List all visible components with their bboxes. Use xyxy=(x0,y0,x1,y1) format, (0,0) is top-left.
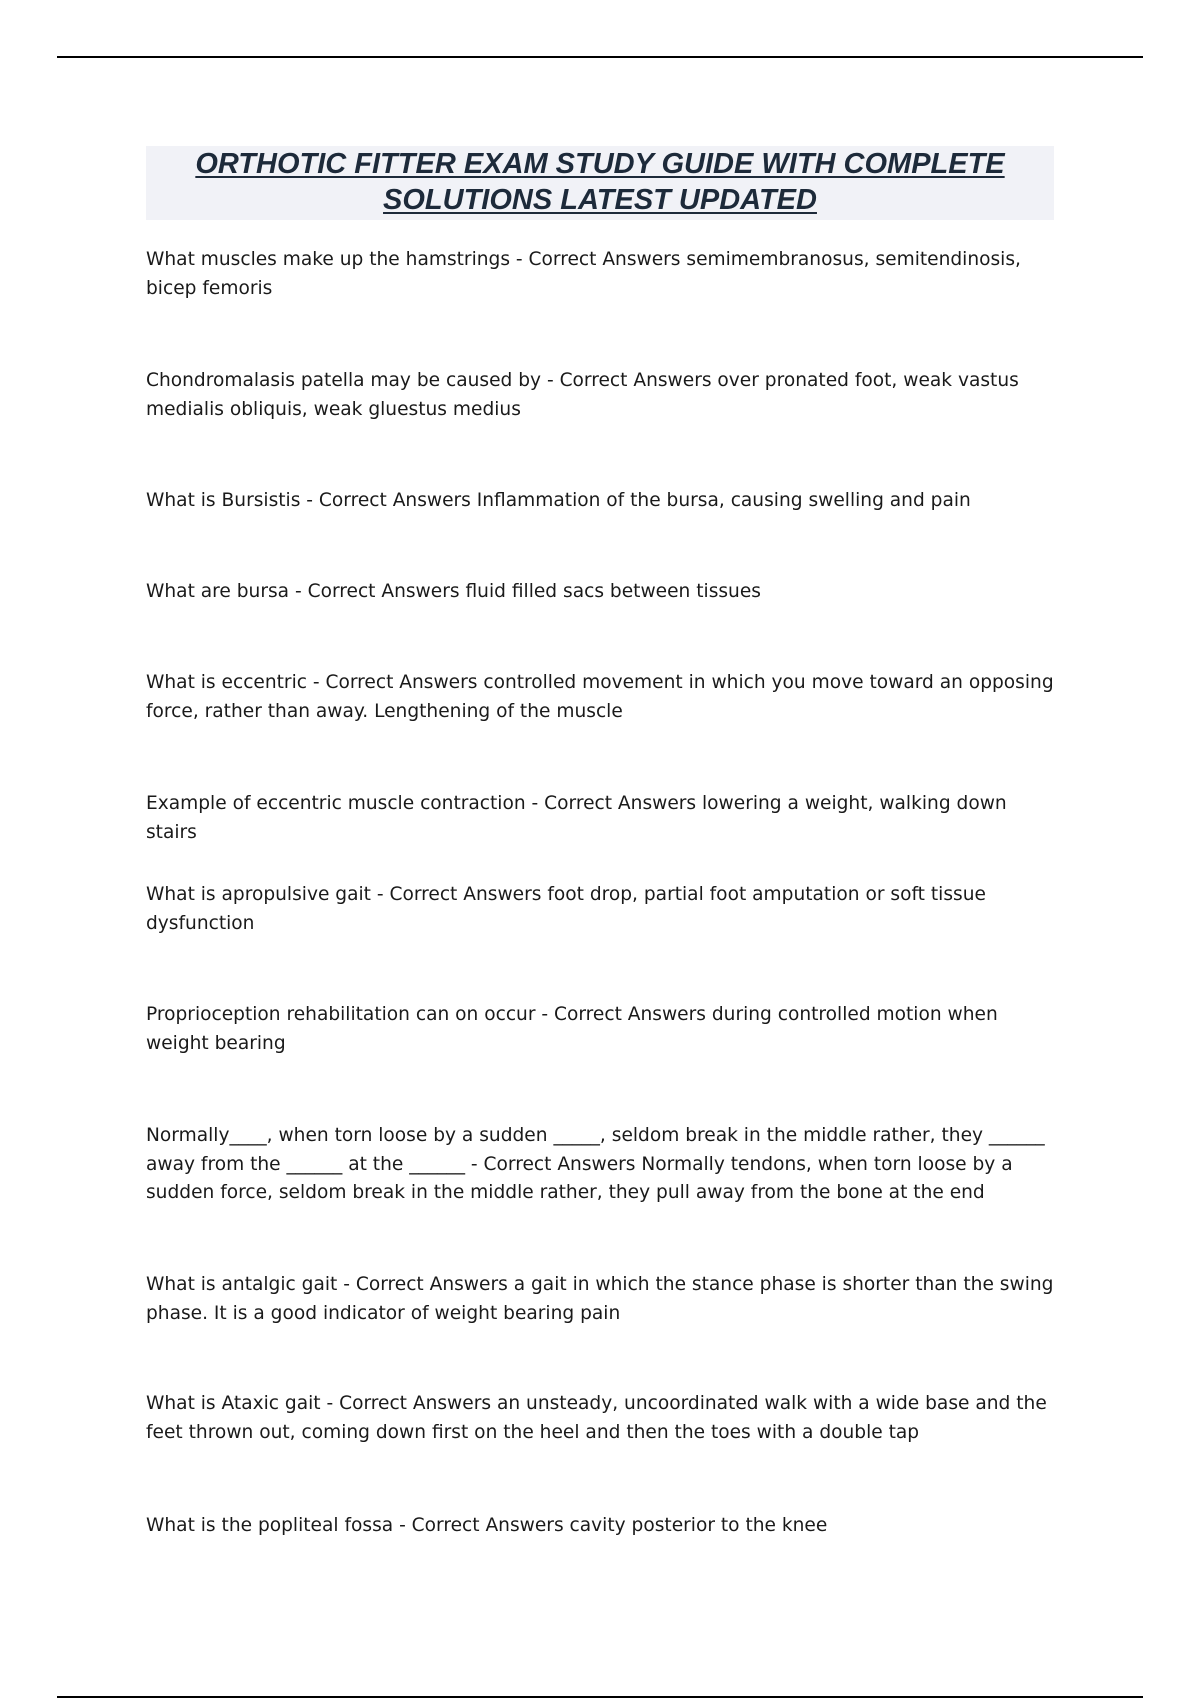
qa-entry: Example of eccentric muscle contraction - Correct Answers lowering a weight, walking down stairs xyxy=(146,793,1007,843)
qa-entry: What is eccentric - Correct Answers controlled movement in which you move toward an opposing force, rather than away. Lengthening of the muscle xyxy=(146,672,1054,722)
qa-entry: What is Ataxic gait - Correct Answers an unsteady, uncoordinated walk with a wide base and the feet thrown out, coming down first on the heel and then the toes with a double tap xyxy=(146,1393,1047,1443)
document-title xyxy=(146,146,1054,220)
qa-entry: What is the popliteal fossa - Correct Answers cavity posterior to the knee xyxy=(146,1515,828,1536)
header-rule xyxy=(57,56,1143,58)
qa-entry: What is Bursistis - Correct Answers Inflammation of the bursa, causing swelling and pain xyxy=(146,490,971,511)
qa-entry: What is antalgic gait - Correct Answers a gait in which the stance phase is shorter than the swing phase. It is a good indicator of weight bearing pain xyxy=(146,1274,1054,1324)
title-line-2: SOLUTIONS LATEST UPDATED xyxy=(383,184,817,216)
qa-entry: What is apropulsive gait - Correct Answers foot drop, partial foot amputation or soft tissue dysfunction xyxy=(146,884,986,934)
title-line-1: ORTHOTIC FITTER EXAM STUDY GUIDE WITH COMPLETE xyxy=(195,148,1005,180)
footer-rule xyxy=(57,1696,1143,1698)
qa-entry: Normally____, when torn loose by a sudden _____, seldom break in the middle rather, they ______ away from the ______ at the ______ - Correct Answers Normally tendons, when torn loose by a sudden force, seldom break in the middle rather, they pull away from the bone at the end xyxy=(146,1125,1045,1203)
qa-entry: What are bursa - Correct Answers fluid filled sacs between tissues xyxy=(146,581,761,602)
qa-entry: Proprioception rehabilitation can on occur - Correct Answers during controlled motion when weight bearing xyxy=(146,1004,998,1054)
qa-entry: Chondromalasis patella may be caused by - Correct Answers over pronated foot, weak vastus medialis obliquis, weak gluestus medius xyxy=(146,370,1019,420)
qa-entry: What muscles make up the hamstrings - Correct Answers semimembranosus, semitendinosis, bicep femoris xyxy=(146,249,1021,299)
